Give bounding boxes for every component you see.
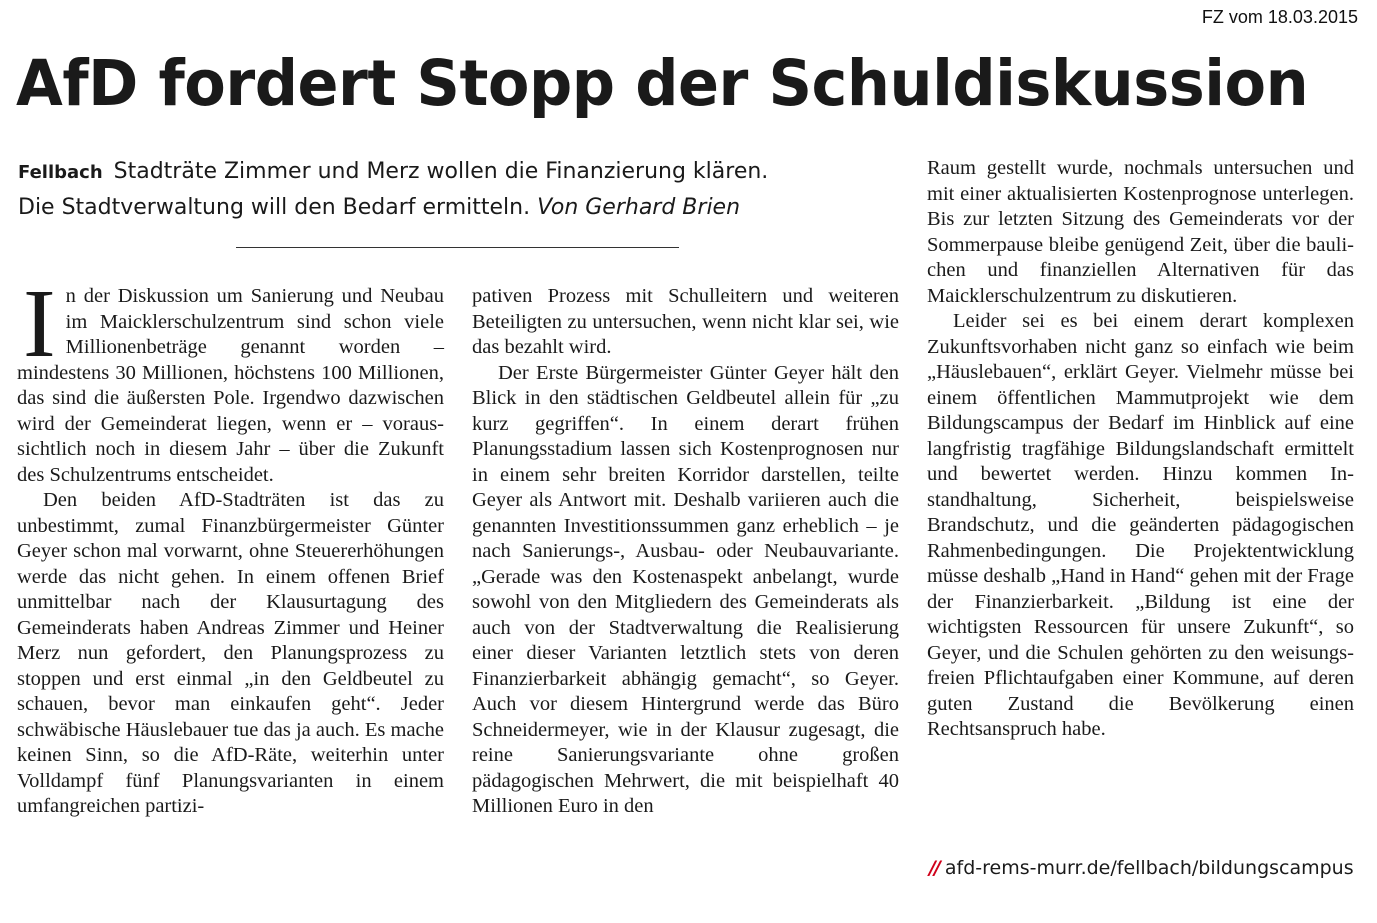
source-note: FZ vom 18.03.2015 <box>1201 7 1358 27</box>
article-paragraph: pativen Prozess mit Schulleitern und weiteren Beteiligten zu untersuchen, wenn nicht klar sei, wie das bezahlt wird. <box>472 285 899 358</box>
teaser-text-2: Die Stadtverwaltung will den Bedarf ermitteln. <box>18 195 531 220</box>
double-slash-icon: // <box>929 857 939 879</box>
headline: AfD fordert Stopp der Schuldiskussion <box>16 47 1309 120</box>
divider-rule <box>236 247 679 248</box>
article-paragraph: Den beiden AfD-Stadträten ist das zu unbestimmt, zumal Finanzbürgermeister Günter Geyer schon mal vorwarnt, ohne Steuererhöhungen werde das nicht gehen. In einem offenen Brief unmittelbar nach der Klausurtagung des Gemeinderats haben Andreas Zimmer und Heiner Merz nun gefordert, den Planungsprozess zu stoppen und erst einmal „in den Geldbeutel zu schauen, bevor man einkaufen geht“. Jeder schwäbische Häuslebauer tue das ja auch. Es mache keinen Sinn, so die AfD-Räte, weiterhin unter Volldampf fünf Planungsvarianten in einem umfangreichen partizi- <box>17 489 444 817</box>
article-column-2 <box>472 284 899 820</box>
article-paragraph: Leider sei es bei einem derart komplexen Zukunftsvorhaben nicht ganz so einfach wie beim „Häuslebauen“, erklärt Geyer. Vielmehr müsse bei einem öffentlichen Mammutprojekt wie dem Bildungscampus der Bedarf im Hinblick auf eine langfristig tragfähige Bildungslandschaft ermittelt und bewertet werden. Hinzu kommen Instandhaltung, Sicherheit, beispielsweise Brandschutz, und die geänderten pädagogischen Rahmenbedingungen. Die Projektentwicklung müsse deshalb „Hand in Hand“ gehen mit der Frage der Finanzierbarkeit. „Bildung ist eine der wichtigsten Ressourcen für unsere Zukunft“, so Geyer, und die Schulen gehörten zu den weisungsfreien Pflichtaufgaben einer Kommune, auf deren guten Zustand die Bevölkerung einen Rechtsanspruch habe. <box>927 310 1354 740</box>
article-paragraph: Der Erste Bürgermeister Günter Geyer hält den Blick in den städtischen Geldbeutel allein für „zu kurz gegriffen“. In einem derart frühen Planungsstadium lassen sich Kostenprognosen nur in einem sehr breiten Korridor darstellen, teilte Geyer als Antwort mit. Deshalb variieren auch die genannten Investitionssummen ganz erheblich – je nach Sanierungs-, Ausbau- oder Neubauvariante. „Gerade was den Kostenaspekt anbelangt, wurde sowohl von den Mitgliedern des Gemeinderats als auch von der Stadtverwaltung die Realisierung einer dieser Varianten letztlich stets von deren Finanzierbarkeit abhängig gemacht“, so Geyer. Auch vor diesem Hintergrund werde das Büro Schneidermeyer, wie in der Klausur zugesagt, die reine Sanierungsvariante ohne großen pädagogischen Mehrwert, die mit beispielhaft 40 Millionen Euro in den <box>472 361 899 817</box>
article-column-1 <box>17 270 444 820</box>
dateline: Fellbach <box>18 162 103 183</box>
teaser-line-2 <box>18 190 898 225</box>
teaser-text-1: Stadträte Zimmer und Merz wollen die Finanzierung klären. <box>113 159 769 184</box>
teaser-line-1 <box>18 154 898 190</box>
paragraph-text: n der Diskussion um Sanierung und Neubau im Maicklerschulzentrum sind schon viele Millionenbeträge genannt worden – mindestens 30 Millionen, höchstens 100 Millionen, das sind die äußersten Pole. Irgendwo dazwischen wird der Gemeinderat liegen, wenn er – voraussichtlich noch in diesem Jahr – über die Zukunft des Schulzentrums entscheidet. <box>17 285 444 486</box>
reference-link[interactable] <box>929 857 1354 879</box>
reference-link-text[interactable]: afd-rems-murr.de/fellbach/bildungscampus <box>944 857 1354 879</box>
article-column-3 <box>927 156 1354 743</box>
drop-cap: I <box>23 270 56 378</box>
article-paragraph: Raum gestellt wurde, nochmals untersuchen und mit einer aktualisierten Kostenprognose unterlegen. Bis zur letzten Sitzung des Gemeinderats vor der Sommerpause bleibe genügend Zeit, über die baulichen und finanziellen Alternativen für das Maicklerschulzentrum zu diskutieren. <box>927 157 1354 307</box>
article-paragraph <box>17 270 444 488</box>
byline: Von Gerhard Brien <box>537 195 741 220</box>
teaser <box>18 154 898 225</box>
